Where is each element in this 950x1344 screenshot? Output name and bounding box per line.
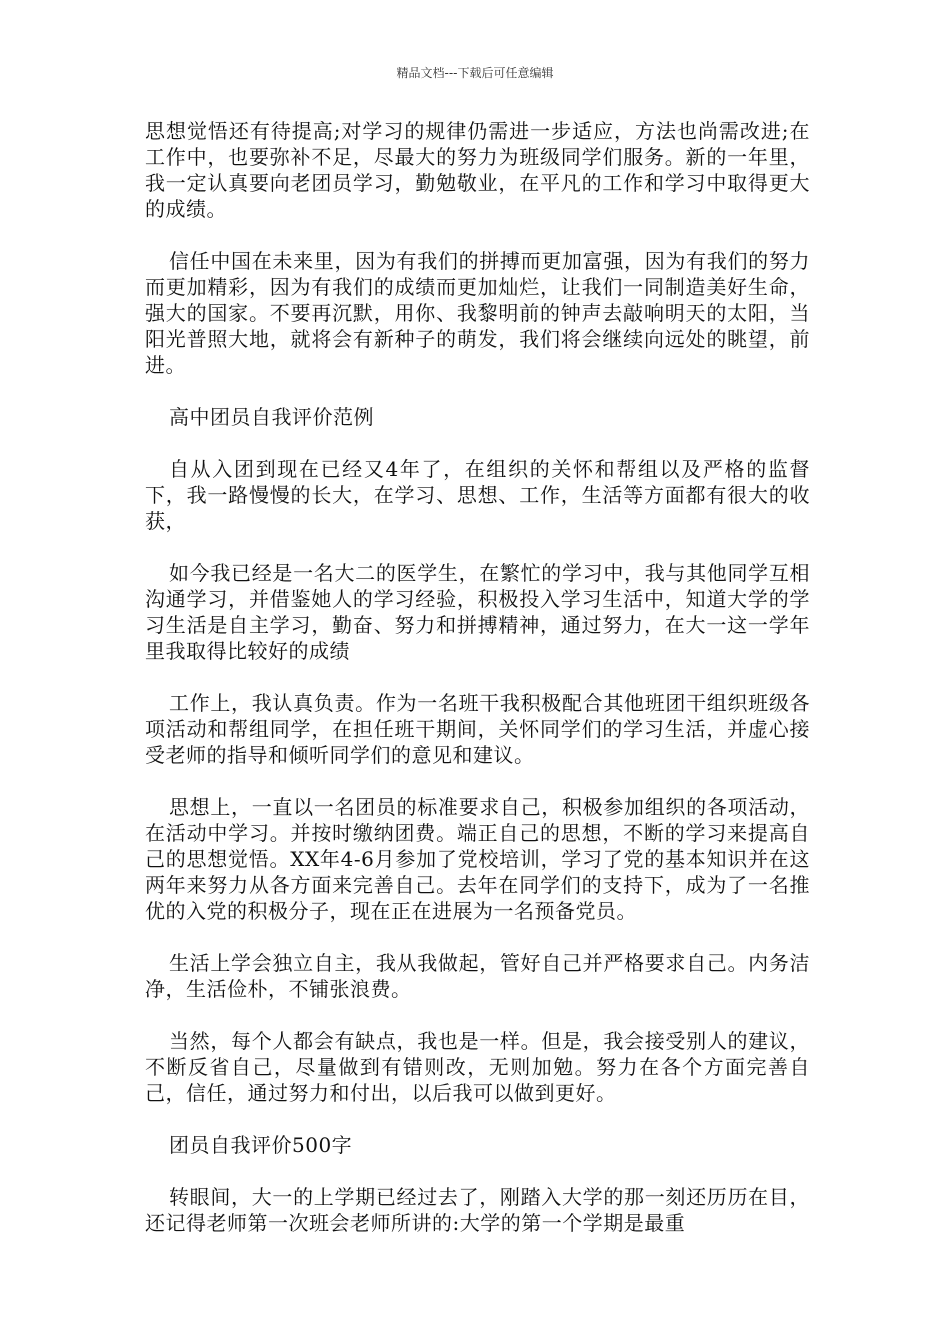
paragraph: 自从入团到现在已经又4年了，在组织的关怀和帮组以及严格的监督下，我一路慢慢的长大，在学习、思想、工作，生活等方面都有很大的收获， — [145, 457, 810, 533]
paragraph: 当然，每个人都会有缺点，我也是一样。但是，我会接受别人的建议，不断反省自己，尽量做到有错则改，无则加勉。努力在各个方面完善自己，信任，通过努力和付出，以后我可以做到更好。 — [145, 1029, 810, 1105]
section-heading: 高中团员自我评价范例 — [169, 405, 374, 429]
paragraph: 思想上，一直以一名团员的标准要求自己，积极参加组织的各项活动，在活动中学习。并按时缴纳团费。端正自己的思想，不断的学习来提高自己的思想觉悟。XX年4-6月参加了党校培训，学习了党的基本知识并在这两年来努力从各方面来完善自己。去年在同学们的支持下，成为了一名推优的入党的积极分子，现在正在进展为一名预备党员。 — [145, 795, 810, 923]
paragraph: 思想觉悟还有待提高;对学习的规律仍需进一步适应，方法也尚需改进;在工作中，也要弥补不足，尽最大的努力为班级同学们服务。新的一年里，我一定认真要向老团员学习，勤勉敬业，在平凡的工作和学习中取得更大的成绩。 — [145, 119, 810, 221]
paragraph: 生活上学会独立自主，我从我做起，管好自己并严格要求自己。内务洁净，生活俭朴，不铺张浪费。 — [145, 951, 810, 1001]
page-header: 精品文档---下载后可任意编辑 — [396, 66, 554, 80]
paragraph: 工作上，我认真负责。作为一名班干我积极配合其他班团干组织班级各项活动和帮组同学，在担任班干期间，关怀同学们的学习生活，并虚心接受老师的指导和倾听同学们的意见和建议。 — [145, 691, 810, 767]
paragraph: 信任中国在未来里，因为有我们的拼搏而更加富强，因为有我们的努力而更加精彩，因为有我们的成绩而更加灿烂，让我们一同制造美好生命，强大的国家。不要再沉默，用你、我黎明前的钟声去敲响明天的太阳，当阳光普照大地，就将会有新种子的萌发，我们将会继续向远处的眺望，前进。 — [145, 249, 810, 377]
document-body — [145, 118, 810, 1262]
paragraph: 如今我已经是一名大二的医学生，在繁忙的学习中，我与其他同学互相沟通学习，并借鉴她人的学习经验，积极投入学习生活中，知道大学的学习生活是自主学习，勤奋、努力和拼搏精神，通过努力，在大一这一学年里我取得比较好的成绩 — [145, 561, 810, 663]
paragraph: 转眼间，大一的上学期已经过去了，刚踏入大学的那一刻还历历在目，还记得老师第一次班会老师所讲的:大学的第一个学期是最重 — [145, 1185, 810, 1235]
section-heading: 团员自我评价500字 — [169, 1133, 353, 1157]
